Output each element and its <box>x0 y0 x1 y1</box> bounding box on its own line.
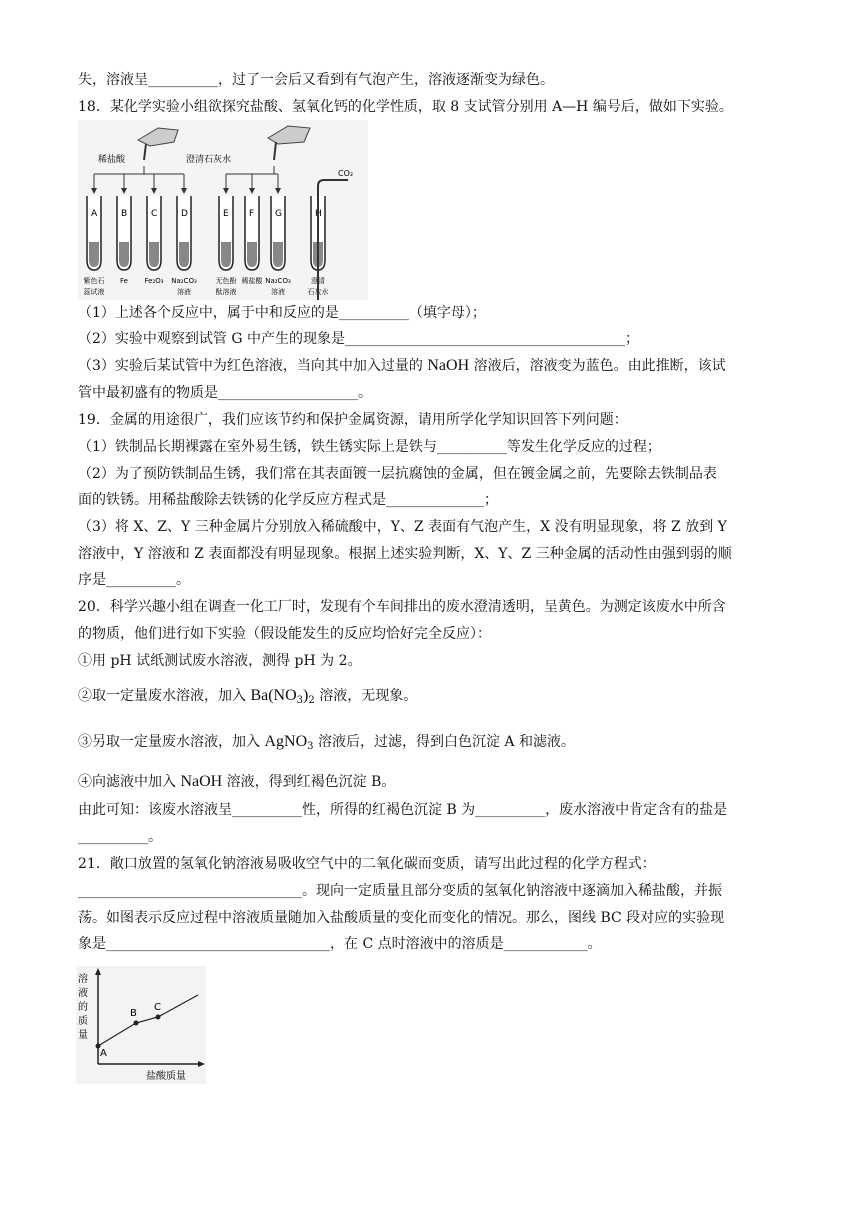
reagent-label: 稀盐酸 <box>241 277 263 285</box>
text-line: 失，溶液呈__________，过了一会后又看到有气泡产生，溶液逐渐变为绿色。 <box>78 72 554 88</box>
question-20: 20．科学兴趣小组在调查一化工厂时，发现有个车间排出的废水澄清透明，呈黄色。为测定该废水中所含 <box>78 599 726 615</box>
point-c-label: C <box>154 1002 161 1013</box>
step-4: ④向滤液中加入 NaOH 溶液，得到红褐色沉淀 B。 <box>78 773 396 790</box>
reagent-label: 无色酚 <box>215 277 237 285</box>
question-18-1: （1）上述各个反应中，属于中和反应的是__________（填字母）； <box>78 305 486 321</box>
question-18-3-cont: 管中最初盛有的物质是____________________。 <box>78 385 372 401</box>
x-axis-label: 盐酸质量 <box>146 1071 186 1082</box>
tube-label: F <box>249 209 255 219</box>
question-18-3: （3）实验后某试管中为红色溶液，当向其中加入过量的 NaOH 溶液后，溶液变为蓝色。由此推断，该试 <box>78 357 726 374</box>
reagent-label: Fe₂O₃ <box>144 277 164 285</box>
reagent-label: 石灰水 <box>307 288 329 296</box>
step-1: ①用 pH 试纸测试废水溶液，测得 pH 为 2。 <box>78 653 362 669</box>
tube-label: B <box>121 209 128 219</box>
question-18-2: （2）实验中观察到试管 G 中产生的现象是________________________________________； <box>78 331 639 347</box>
question-20-conclusion: 由此可知：该废水溶液呈__________性，所得的红褐色沉淀 B 为__________，废水溶液中肯定含有的盐是 <box>78 802 728 818</box>
reagent-label: 紫色石 <box>83 277 105 285</box>
question-21-cont2: 荡。如图表示反应过程中溶液质量随加入盐酸质量的变化而变化的情况。那么，图线 BC 段对应的实验现 <box>78 910 725 926</box>
question-19-3-cont: 溶液中，Y 溶液和 Z 表面都没有明显现象。根据上述实验判断，X、Y、Z 三种金属的活动性由强到弱的顺 <box>78 546 732 562</box>
tube-label: A <box>91 209 98 219</box>
question-19-2: （2）为了预防铁制品生锈，我们常在其表面镀一层抗腐蚀的金属，但在镀金属之前，先要除去铁制品表 <box>78 466 717 482</box>
tube-liquid <box>149 242 159 267</box>
tube-liquid <box>89 242 99 267</box>
reagent-label: Na₂CO₃ <box>171 277 197 285</box>
tube-label: E <box>223 209 229 219</box>
y-label-1: 溶 <box>78 974 88 985</box>
label-dilute-hcl: 稀盐酸 <box>98 155 126 165</box>
tube-label: C <box>151 209 158 219</box>
point-b-label: B <box>130 1008 137 1019</box>
label-co2: CO₂ <box>338 169 354 178</box>
tube-label: G <box>275 209 282 219</box>
question-20-cont: 的物质，他们进行如下实验（假设能发生的反应均恰好完全反应）： <box>78 626 491 642</box>
reagent-label: 澄清 <box>311 277 325 285</box>
reagent-label: Fe <box>120 277 128 285</box>
y-label-2: 液 <box>78 988 88 999</box>
question-21-cont3: 象是________________________________，在 C 点时溶液中的溶质是____________。 <box>78 936 602 952</box>
tube-liquid <box>221 242 231 267</box>
reagent-label: 酞溶液 <box>215 288 237 296</box>
question-19-2-cont: 面的铁锈。用稀盐酸除去铁锈的化学反应方程式是______________； <box>78 492 498 508</box>
step-3: ③另取一定量废水溶液，加入 AgNO$_3$ 溶液后，过滤，得到白色沉淀 A 和滤液。 <box>78 733 575 752</box>
question-19-3-cont2: 序是__________。 <box>78 572 190 588</box>
y-label-3: 的 <box>78 1002 88 1013</box>
reagent-label: Na₂CO₃ <box>265 277 291 285</box>
figure-solution-mass-graph <box>76 966 206 1084</box>
question-21: 21．敞口放置的氢氧化钠溶液易吸收空气中的二氧化碳而变质，请写出此过程的化学方程式： <box>78 856 656 872</box>
question-18: 18．某化学实验小组欲探究盐酸、氢氧化钙的化学性质，取 8 支试管分别用 A—H 编号后，做如下实验。 <box>78 99 733 115</box>
tube-liquid <box>273 242 283 267</box>
tube-label: H <box>315 209 322 219</box>
question-19-3: （3）将 X、Z、Y 三种金属片分别放入稀硫酸中，Y、Z 表面有气泡产生，X 没有明显现象，将 Z 放到 Y <box>78 519 727 535</box>
reagent-label: 溶液 <box>271 288 285 296</box>
question-21-cont: ________________________________。现向一定质量且部分变质的氢氧化钠溶液中逐滴加入稀盐酸，并振 <box>78 883 722 899</box>
figure-test-tubes <box>78 120 368 300</box>
question-19-1: （1）铁制品长期裸露在室外易生锈，铁生锈实际上是铁与__________等发生化学反应的过程； <box>78 439 661 455</box>
tube-liquid <box>119 242 129 267</box>
reagent-label: 溶液 <box>177 288 191 296</box>
tube-label: D <box>181 209 188 219</box>
tube-liquid <box>247 242 257 267</box>
point-a-label: A <box>100 1048 107 1059</box>
label-limewater: 澄清石灰水 <box>186 155 232 165</box>
question-20-conclusion-cont: __________。 <box>78 829 162 845</box>
question-19: 19．金属的用途很广，我们应该节约和保护金属资源，请用所学化学知识回答下列问题： <box>78 412 628 428</box>
tube-liquid <box>179 242 189 267</box>
y-label-4: 质 <box>78 1016 88 1027</box>
step-2: ②取一定量废水溶液，加入 $Ba(NO_3)_2$ 溶液，无现象。 <box>78 687 418 706</box>
y-label-5: 量 <box>78 1030 88 1041</box>
reagent-label: 蕊试液 <box>83 288 105 296</box>
